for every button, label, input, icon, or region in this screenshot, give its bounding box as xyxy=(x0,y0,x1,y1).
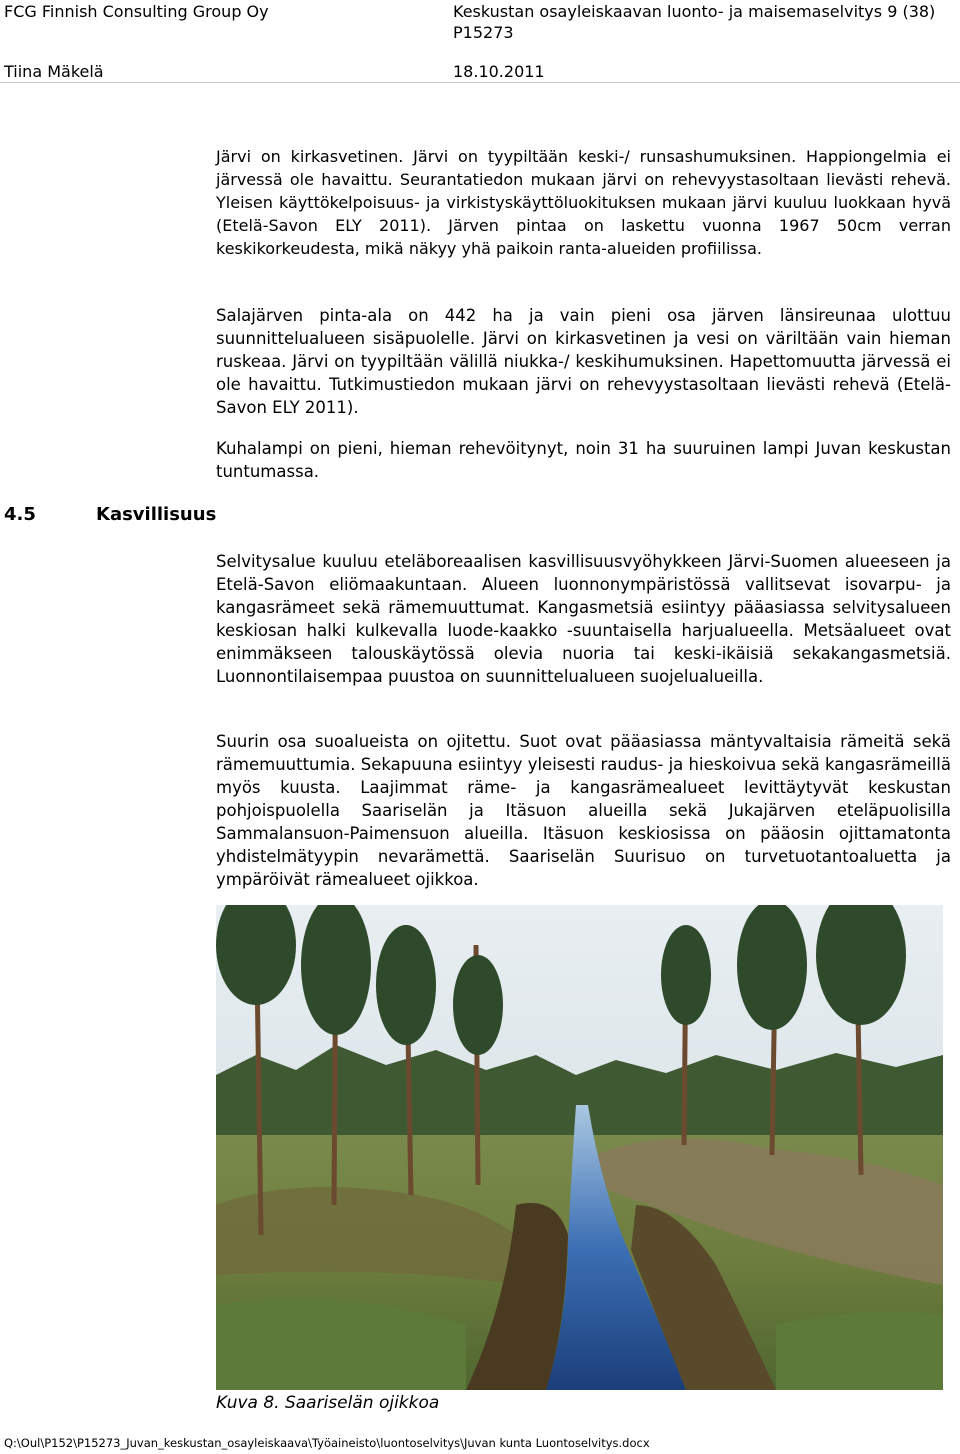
company-name: FCG Finnish Consulting Group Oy xyxy=(4,2,269,21)
file-path: Q:\Oul\P152\P15273_Juvan_keskustan_osayleiskaava\Työaineisto\luontoselvitys\Juvan kunta Luontoselvitys.docx xyxy=(4,1436,650,1450)
project-number: P15273 xyxy=(453,23,514,42)
paragraph-vegetation-zone: Selvitysalue kuuluu eteläboreaalisen kasvillisuusvyöhykkeen Järvi-Suomen alueeseen ja Etelä-Savon eliömaakuntaan. Alueen luonnonympäristössä vallitsevat isovarpu- ja kangasrämeet sekä rämemuuttumat. Kangasmetsiä esiintyy pääasiassa selvitysalueen keskiosan halki kulkevalla luode-kaakko -suuntaisella harjualueella. Metsäalueet ovat enimmäkseen talouskäytössä olevia nuoria tai keski-ikäisiä sekakangasmetsiä. Luonnontilaisempaa puustoa on suunnittelualueen suojelualueilla. xyxy=(216,552,951,686)
section-number: 4.5 xyxy=(4,504,36,525)
paragraph-lake-quality: Järvi on kirkasvetinen. Järvi on tyypiltään keski-/ runsashumuksinen. Happiongelmia ei järvessä ole havaittu. Seurantatiedon mukaan järvi on rehevyystasoltaan lievästi rehevä. Yleisen käyttökelpoisuus- ja virkistyskäyttöluokituksen mukaan järvi kuuluu luokkaan hyvä (Etelä-Savon ELY 2011). Järven pintaa on laskettu vuonna 1967 50cm verran keskikorkeudesta, mikä näkyy yhä paikoin ranta-alueiden profiilissa. xyxy=(216,147,951,258)
paragraph-mires: Suurin osa suoalueista on ojitettu. Suot ovat pääasiassa mäntyvaltaisia rämeitä sekä rämemuuttumia. Sekapuuna esiintyy yleisesti raudus- ja hieskoivua sekä kangasrämeillä myös kuusta. Laajimmat räme- ja kangasrämealueet levittäytyvät keskustan pohjoispuolella Saariselän ja Itäsuon alueilla sekä Jukajärven eteläpuolisilla Sammalansuon-Paimensuon alueilla. Itäsuon keskiosissa on pääosin ojittamatonta yhdistelmätyypin nevarämettä. Saariselän Suurisuo on turvetuotantoaluetta ja ympäröivät rämealueet ojikkoa. xyxy=(216,732,951,889)
document-title xyxy=(453,2,935,22)
document-title-text: Keskustan osayleiskaavan luonto- ja maisemaselvitys xyxy=(453,2,883,21)
document-date: 18.10.2011 xyxy=(453,62,545,81)
paragraph-salajarvi: Salajärven pinta-ala on 442 ha ja vain pieni osa järven länsireunaa ulottuu suunnittelualueen sisäpuolelle. Järvi on kirkasvetinen ja vesi on väriltään vain hieman ruskeaa. Järvi on tyypiltään välillä niukka-/ keskihumuksinen. Hapettomuutta järvessä ei ole havaittu. Tutkimustiedon mukaan järvi on rehevyystasoltaan lievästi rehevä (Etelä-Savon ELY 2011). xyxy=(216,306,951,417)
ditch-photo xyxy=(216,905,943,1390)
figure-caption: Kuva 8. Saariselän ojikkoa xyxy=(216,1393,440,1413)
author-name: Tiina Mäkelä xyxy=(4,62,104,81)
header-divider xyxy=(0,82,960,83)
page-number: 9 (38) xyxy=(887,2,936,21)
section-title: Kasvillisuus xyxy=(96,504,217,525)
section-heading xyxy=(4,504,216,526)
paragraph-kuhalampi: Kuhalampi on pieni, hieman rehevöitynyt, noin 31 ha suuruinen lampi Juvan keskustan tuntumassa. xyxy=(216,439,951,481)
